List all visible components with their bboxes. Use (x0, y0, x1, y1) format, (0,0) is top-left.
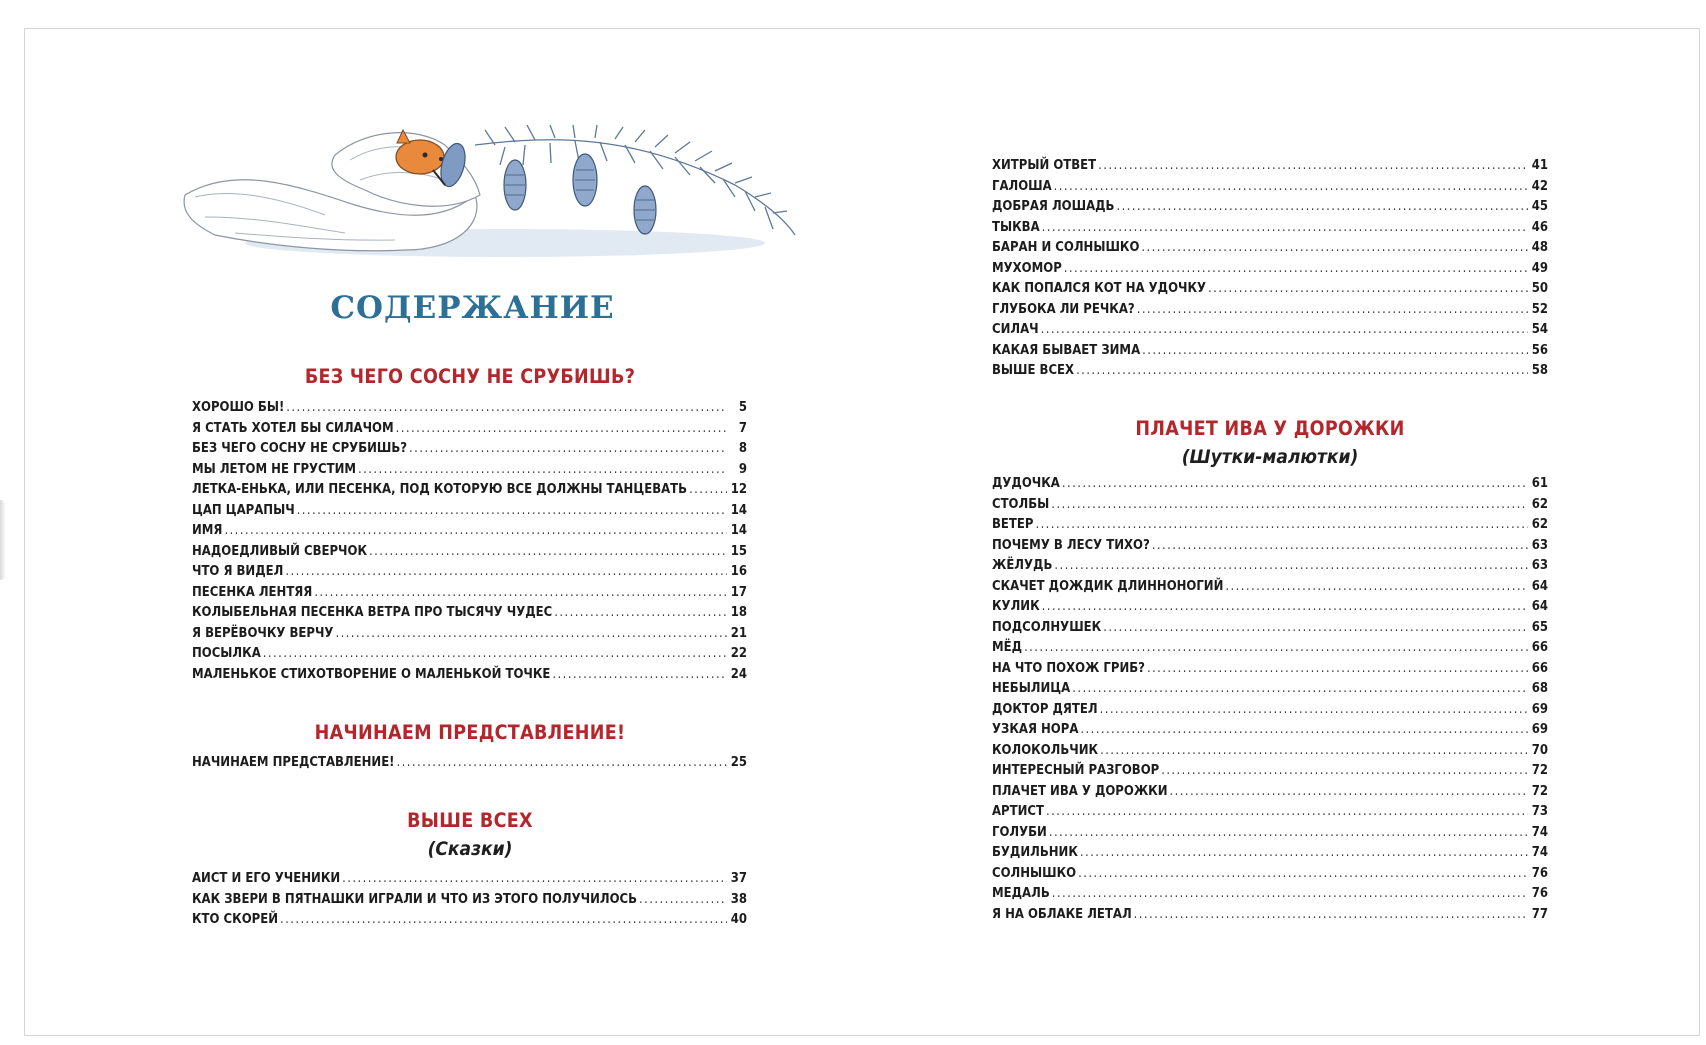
section-subtitle-3: (Сказки) (427, 838, 513, 860)
toc-entry-page-number: 42 (1531, 178, 1548, 194)
toc-entry-title: ДОБРАЯ ЛОШАДЬ (992, 199, 1115, 214)
toc-entry-title: НЕБЫЛИЦА (992, 681, 1071, 696)
page-edge-shadow (0, 500, 6, 580)
toc-entry (192, 462, 747, 483)
toc-entry-page-number: 37 (730, 871, 747, 886)
toc-entry (192, 441, 747, 462)
toc-entry-page-number: 63 (1531, 558, 1548, 573)
toc-entry-title: ПОСЫЛКА (192, 646, 261, 661)
toc-entry (192, 646, 747, 667)
toc-entry (992, 640, 1548, 661)
toc-entry-page-number: 65 (1531, 619, 1548, 635)
toc-entry-page-number: 41 (1531, 158, 1548, 173)
dot-leader (297, 503, 727, 518)
toc-entry-title: ГЛУБОКА ЛИ РЕЧКА? (992, 301, 1135, 317)
toc-entry (992, 240, 1548, 261)
dot-leader (1142, 343, 1528, 358)
toc-entry-title: ВЕТЕР (992, 517, 1034, 532)
toc-entry (992, 681, 1548, 702)
toc-entry-page-number: 16 (730, 564, 747, 579)
dot-leader (1072, 681, 1528, 696)
toc-entry-title: БЕЗ ЧЕГО СОСНУ НЕ СРУБИШЬ? (192, 441, 408, 456)
toc-entry (192, 755, 747, 776)
dot-leader (1076, 363, 1528, 378)
dot-leader (1098, 158, 1528, 173)
toc-entry (992, 322, 1548, 343)
toc-entry-title: ПОЧЕМУ В ЛЕСУ ТИХО? (992, 537, 1150, 553)
dot-leader (1035, 517, 1528, 532)
toc-entry (992, 784, 1548, 805)
section-title-1: БЕЗ ЧЕГО СОСНУ НЕ СРУБИШЬ? (304, 365, 636, 388)
toc-entry (992, 845, 1548, 866)
dot-leader (1049, 825, 1528, 840)
toc-entry (992, 220, 1548, 241)
toc-entry (192, 912, 747, 933)
toc-entry-page-number: 14 (730, 502, 747, 518)
toc-entry (192, 564, 747, 585)
toc-entry-page-number: 56 (1531, 342, 1548, 358)
dot-leader (285, 564, 727, 579)
dot-leader (396, 421, 727, 436)
dot-leader (1161, 763, 1528, 778)
toc-entry-page-number: 49 (1531, 260, 1548, 276)
toc-entry-title: КАКАЯ БЫВАЕТ ЗИМА (992, 342, 1141, 358)
toc-entry-title: Я СТАТЬ ХОТЕЛ БЫ СИЛАЧОМ (192, 420, 394, 436)
toc-entry (192, 626, 747, 647)
dot-leader (1051, 497, 1528, 512)
toc-entry (992, 281, 1548, 302)
toc-entry-page-number: 76 (1531, 886, 1548, 901)
toc-entry-page-number: 50 (1531, 281, 1548, 296)
toc-entry (992, 261, 1548, 282)
toc-entry-title: ПЛАЧЕТ ИВА У ДОРОЖКИ (992, 783, 1168, 799)
toc-entry (992, 722, 1548, 743)
toc-entry-title: СКАЧЕТ ДОЖДИК ДЛИННОНОГИЙ (992, 578, 1224, 594)
toc-entry (192, 544, 747, 565)
dot-leader (1134, 907, 1528, 922)
toc-entry (992, 620, 1548, 641)
toc-entry (992, 599, 1548, 620)
toc-entry (192, 400, 747, 421)
dot-leader (1103, 620, 1528, 635)
dot-leader (286, 400, 727, 415)
toc-entry-title: НА ЧТО ПОХОЖ ГРИБ? (992, 660, 1145, 676)
toc-entry-page-number: 15 (730, 543, 747, 559)
toc-entry (192, 892, 747, 913)
toc-entry-page-number: 58 (1531, 363, 1548, 378)
toc-entry-title: ХИТРЫЙ ОТВЕТ (992, 158, 1097, 173)
toc-entry (992, 517, 1548, 538)
dot-leader (263, 646, 727, 661)
toc-entry (992, 825, 1548, 846)
toc-entry-title: КОЛОКОЛЬЧИК (992, 742, 1099, 758)
toc-list-section-4 (992, 476, 1548, 927)
dot-leader (552, 667, 727, 682)
squirrel-illustration (175, 125, 800, 275)
toc-entry-page-number: 72 (1531, 763, 1548, 778)
toc-entry-page-number: 77 (1531, 906, 1548, 922)
dot-leader (1054, 558, 1528, 573)
toc-entry-title: НАДОЕДЛИВЫЙ СВЕРЧОК (192, 543, 367, 559)
dot-leader (1116, 199, 1528, 214)
dot-leader (369, 544, 727, 559)
toc-entry-page-number: 69 (1531, 722, 1548, 737)
toc-entry (192, 585, 747, 606)
dot-leader (335, 626, 727, 641)
dot-leader (1152, 538, 1528, 553)
toc-entry (992, 343, 1548, 364)
dot-leader (1024, 640, 1528, 655)
toc-entry-title: СТОЛБЫ (992, 496, 1050, 512)
toc-entry-title: КАК ЗВЕРИ В ПЯТНАШКИ ИГРАЛИ И ЧТО ИЗ ЭТОГО ПОЛУЧИЛОСЬ (192, 891, 638, 907)
toc-entry-title: ИНТЕРЕСНЫЙ РАЗГОВОР (992, 763, 1160, 778)
toc-entry-title: КТО СКОРЕЙ (192, 912, 278, 927)
toc-entry (992, 743, 1548, 764)
toc-entry (192, 421, 747, 442)
toc-entry-page-number: 52 (1531, 301, 1548, 317)
toc-entry-title: МУХОМОР (992, 260, 1062, 276)
toc-entry (192, 523, 747, 544)
toc-entry (992, 158, 1548, 179)
toc-entry-page-number: 24 (730, 666, 747, 682)
toc-entry-page-number: 72 (1531, 783, 1548, 799)
toc-entry (192, 605, 747, 626)
toc-entry-title: ДУДОЧКА (992, 476, 1060, 491)
toc-entry-title: НАЧИНАЕМ ПРЕДСТАВЛЕНИЕ! (192, 755, 395, 770)
dot-leader (409, 441, 727, 456)
dot-leader (1041, 322, 1528, 337)
toc-entry-page-number: 14 (730, 523, 747, 538)
dot-leader (1080, 845, 1528, 860)
dot-leader (1042, 220, 1528, 235)
dot-leader (1054, 179, 1528, 194)
toc-entry (192, 482, 747, 503)
toc-entry (992, 661, 1548, 682)
dot-leader (1046, 804, 1528, 819)
toc-entry-title: Я НА ОБЛАКЕ ЛЕТАЛ (992, 906, 1132, 922)
toc-entry (192, 667, 747, 688)
toc-entry-title: ЖЁЛУДЬ (992, 558, 1053, 573)
dot-leader (1080, 722, 1528, 737)
toc-entry-page-number: 5 (738, 400, 747, 415)
toc-entry-page-number: 25 (730, 755, 747, 770)
toc-entry-title: ВЫШЕ ВСЕХ (992, 363, 1075, 378)
toc-entry-page-number: 64 (1531, 599, 1548, 614)
toc-entry-page-number: 17 (730, 584, 747, 600)
dot-leader (1100, 702, 1528, 717)
section-subtitle-4: (Шутки-малютки) (1181, 446, 1359, 468)
toc-entry-page-number: 74 (1531, 824, 1548, 840)
toc-entry-title: ХОРОШО БЫ! (192, 400, 285, 415)
toc-entry-title: МАЛЕНЬКОЕ СТИХОТВОРЕНИЕ О МАЛЕНЬКОЙ ТОЧКЕ (192, 666, 551, 682)
dot-leader (1225, 579, 1528, 594)
toc-entry (992, 558, 1548, 579)
toc-entry-page-number: 7 (738, 420, 747, 436)
toc-entry (992, 866, 1548, 887)
toc-entry-page-number: 73 (1531, 804, 1548, 819)
toc-entry-title: ГАЛОША (992, 178, 1052, 194)
dot-leader (1137, 302, 1528, 317)
dot-leader (1064, 261, 1528, 276)
dot-leader (1147, 661, 1528, 676)
toc-entry-page-number: 74 (1531, 845, 1548, 860)
toc-list-section-2 (192, 755, 747, 776)
toc-entry-title: СОЛНЫШКО (992, 865, 1077, 881)
toc-entry-page-number: 68 (1531, 681, 1548, 696)
dot-leader (314, 585, 727, 600)
dot-leader (689, 482, 727, 497)
dot-leader (639, 892, 727, 907)
toc-entry (992, 702, 1548, 723)
dot-leader (1052, 886, 1528, 901)
toc-entry-page-number: 63 (1531, 537, 1548, 553)
section-title-3: ВЫШЕ ВСЕХ (407, 809, 533, 832)
toc-entry-title: КУЛИК (992, 599, 1040, 614)
dot-leader (1208, 281, 1528, 296)
toc-entry-page-number: 18 (730, 605, 747, 620)
dot-leader (397, 755, 727, 770)
toc-entry-page-number: 21 (730, 625, 747, 641)
toc-entry-page-number: 22 (730, 646, 747, 661)
dot-leader (1141, 240, 1528, 255)
toc-list-section-3 (192, 871, 747, 933)
dot-leader (280, 912, 727, 927)
dot-leader (224, 523, 727, 538)
toc-entry (992, 302, 1548, 323)
dot-leader (554, 605, 727, 620)
toc-entry (992, 579, 1548, 600)
toc-entry (992, 363, 1548, 384)
toc-entry-title: ТЫКВА (992, 219, 1040, 235)
section-title-4: ПЛАЧЕТ ИВА У ДОРОЖКИ (1135, 417, 1405, 440)
toc-entry-title: ЧТО Я ВИДЕЛ (192, 564, 284, 579)
toc-entry-title: ИМЯ (192, 523, 223, 538)
squirrel-head (396, 140, 444, 174)
toc-entry (992, 538, 1548, 559)
dot-leader (358, 462, 727, 477)
toc-entry-page-number: 8 (738, 441, 747, 456)
toc-entry-title: КАК ПОПАЛСЯ КОТ НА УДОЧКУ (992, 281, 1207, 296)
toc-entry (992, 886, 1548, 907)
toc-entry-page-number: 62 (1531, 496, 1548, 512)
toc-entry-page-number: 64 (1531, 578, 1548, 594)
toc-entry-page-number: 66 (1531, 640, 1548, 655)
dot-leader (1078, 866, 1528, 881)
toc-entry-page-number: 69 (1531, 701, 1548, 717)
toc-entry-page-number: 40 (730, 912, 747, 927)
toc-entry (992, 804, 1548, 825)
toc-entry (992, 763, 1548, 784)
toc-entry (192, 871, 747, 892)
toc-list-section-1 (192, 400, 747, 687)
toc-entry-page-number: 48 (1531, 240, 1548, 255)
toc-entry-title: Я ВЕРЁВОЧКУ ВЕРЧУ (192, 625, 334, 641)
dot-leader (342, 871, 727, 886)
toc-entry-page-number: 9 (738, 461, 747, 477)
dot-leader (1170, 784, 1529, 799)
toc-entry-title: СИЛАЧ (992, 322, 1039, 337)
toc-entry-title: ДОКТОР ДЯТЕЛ (992, 701, 1098, 717)
toc-entry (192, 503, 747, 524)
toc-entry-title: ГОЛУБИ (992, 824, 1047, 840)
toc-entry-title: ПЕСЕНКА ЛЕНТЯЯ (192, 584, 313, 600)
toc-entry-page-number: 46 (1531, 219, 1548, 235)
toc-entry-title: БУДИЛЬНИК (992, 845, 1078, 860)
toc-list-continued (992, 158, 1548, 384)
toc-entry-title: МЕДАЛЬ (992, 886, 1050, 901)
toc-entry (992, 907, 1548, 928)
toc-entry-page-number: 45 (1531, 199, 1548, 214)
toc-entry-title: УЗКАЯ НОРА (992, 722, 1079, 737)
toc-entry-page-number: 70 (1531, 742, 1548, 758)
toc-entry-title: БАРАН И СОЛНЫШКО (992, 240, 1140, 255)
toc-entry-title: МЁД (992, 640, 1023, 655)
toc-entry (992, 476, 1548, 497)
toc-entry-page-number: 54 (1531, 322, 1548, 337)
section-title-2: НАЧИНАЕМ ПРЕДСТАВЛЕНИЕ! (314, 721, 626, 744)
toc-entry (992, 199, 1548, 220)
toc-entry-page-number: 61 (1531, 476, 1548, 491)
toc-entry-page-number: 62 (1531, 517, 1548, 532)
toc-entry-title: ЛЕТКА-ЕНЬКА, ИЛИ ПЕСЕНКА, ПОД КОТОРУЮ ВСЕ ДОЛЖНЫ ТАНЦЕВАТЬ (192, 482, 688, 497)
dot-leader (1042, 599, 1528, 614)
toc-entry-title: АИСТ И ЕГО УЧЕНИКИ (192, 871, 341, 886)
dot-leader (1062, 476, 1528, 491)
toc-entry (992, 497, 1548, 518)
toc-entry-title: МЫ ЛЕТОМ НЕ ГРУСТИМ (192, 461, 357, 477)
toc-entry-title: КОЛЫБЕЛЬНАЯ ПЕСЕНКА ВЕТРА ПРО ТЫСЯЧУ ЧУДЕС (192, 605, 553, 620)
toc-entry-page-number: 12 (730, 482, 747, 497)
toc-entry-page-number: 38 (730, 891, 747, 907)
toc-entry-page-number: 66 (1531, 660, 1548, 676)
contents-heading: СОДЕРЖАНИЕ (330, 290, 615, 326)
toc-entry-title: ЦАП ЦАРАПЫЧ (192, 502, 295, 518)
toc-entry (992, 179, 1548, 200)
toc-entry-page-number: 76 (1531, 865, 1548, 881)
dot-leader (1100, 743, 1528, 758)
toc-entry-title: АРТИСТ (992, 804, 1044, 819)
pine-cones (504, 154, 656, 234)
toc-entry-title: ПОДСОЛНУШЕК (992, 619, 1102, 635)
